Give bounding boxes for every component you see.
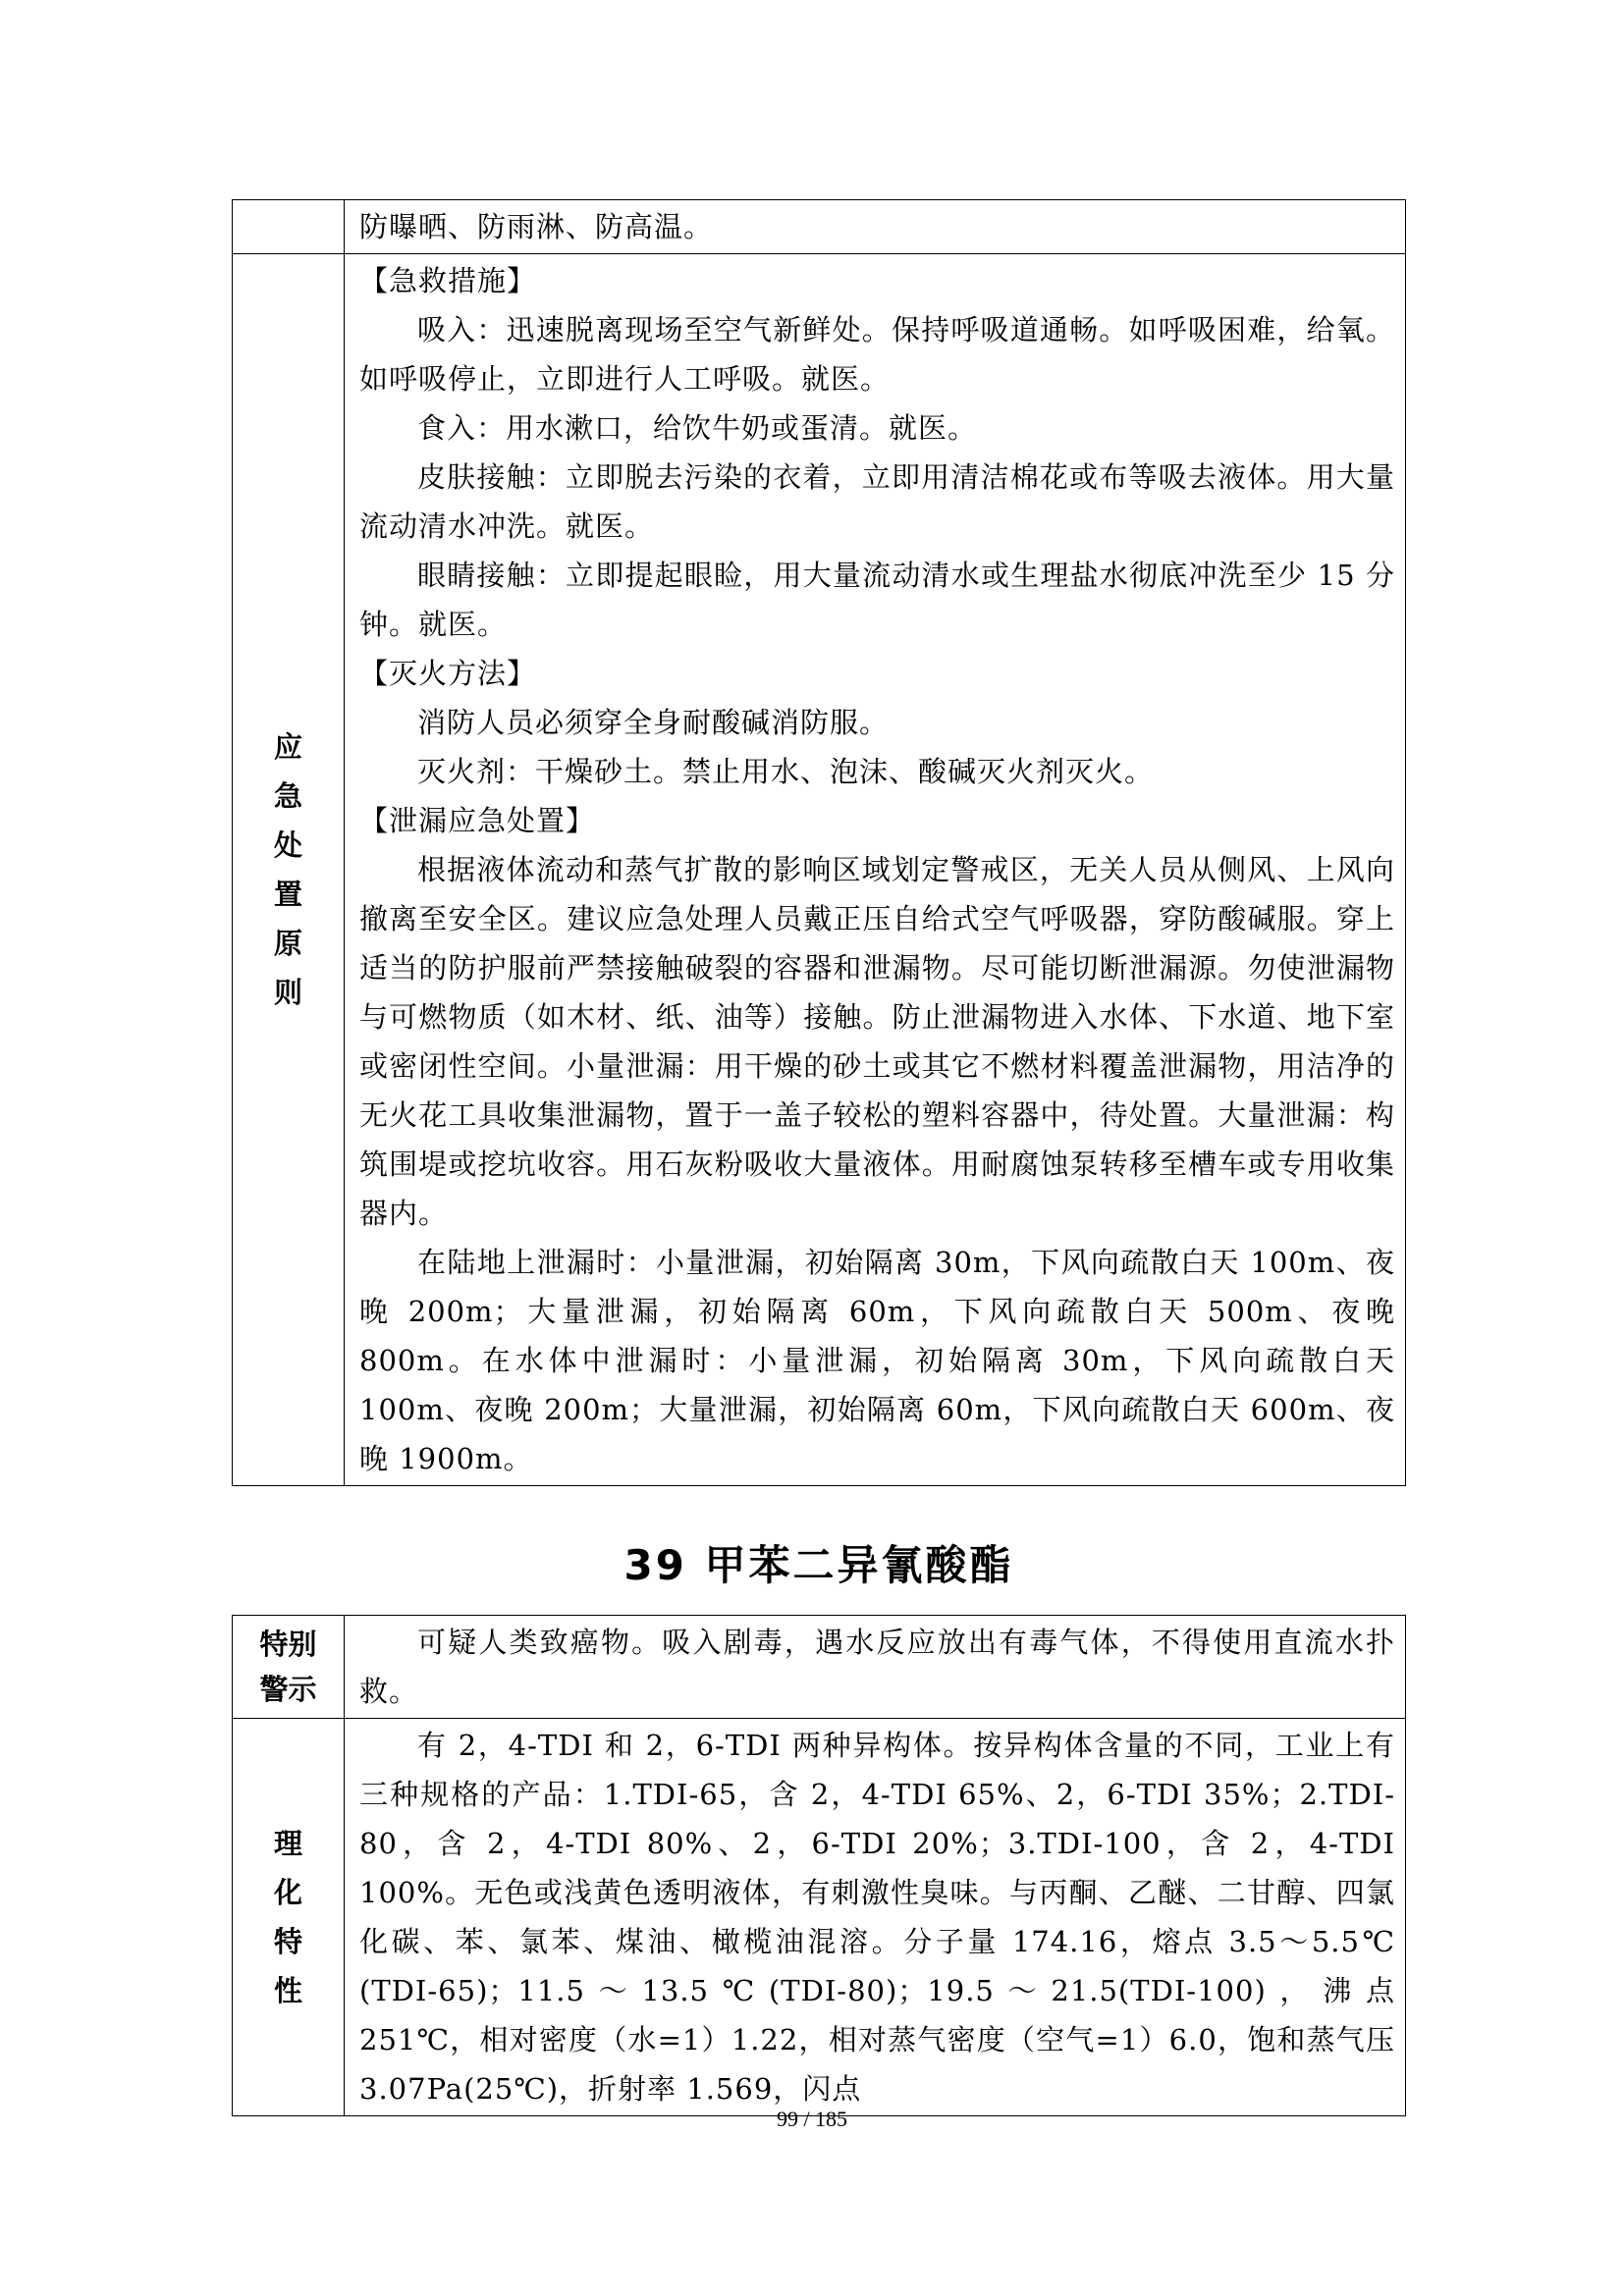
label-char: 特 bbox=[273, 1925, 302, 1958]
first-aid-ingestion: 食入：用水漱口，给饮牛奶或蛋清。就医。 bbox=[417, 411, 978, 445]
page-number: 99 / 185 bbox=[776, 2107, 848, 2131]
emergency-row bbox=[233, 254, 1406, 1486]
properties-content-cell bbox=[345, 1719, 1406, 2116]
warning-label-line: 特别 bbox=[259, 1628, 317, 1661]
fire-agent: 灭火剂：干燥砂土。禁止用水、泡沫、酸碱灭火剂灭火。 bbox=[417, 755, 1155, 788]
label-char: 原 bbox=[273, 927, 302, 960]
leak-heading: 【泄漏应急处置】 bbox=[359, 804, 596, 837]
first-aid-inhalation: 吸入：迅速脱离现场至空气新鲜处。保持呼吸道通畅。如呼吸困难，给氧。如呼吸停止，立即进行人工呼吸。就医。 bbox=[359, 313, 1395, 396]
label-char: 性 bbox=[273, 1974, 302, 2007]
warning-content-cell bbox=[345, 1616, 1406, 1719]
properties-table bbox=[232, 1615, 1406, 2116]
warning-label-cell bbox=[233, 1616, 345, 1719]
emergency-table bbox=[232, 199, 1406, 1486]
label-char: 理 bbox=[273, 1827, 302, 1860]
warning-text: 可疑人类致癌物。吸入剧毒，遇水反应放出有毒气体，不得使用直流水扑救。 bbox=[359, 1626, 1395, 1708]
emergency-label bbox=[233, 722, 344, 1017]
label-char: 应 bbox=[273, 730, 302, 764]
storage-label-cell bbox=[233, 200, 345, 254]
emergency-label-cell bbox=[233, 254, 345, 1486]
properties-row bbox=[233, 1719, 1406, 2116]
label-char: 急 bbox=[273, 779, 302, 813]
first-aid-skin: 皮肤接触：立即脱去污染的衣着，立即用清洁棉花或布等吸去液体。用大量流动清水冲洗。就医。 bbox=[359, 460, 1395, 543]
first-aid-heading: 【急救措施】 bbox=[359, 264, 537, 297]
label-char: 化 bbox=[273, 1876, 302, 1909]
storage-row bbox=[233, 200, 1406, 254]
fire-firefighters: 消防人员必须穿全身耐酸碱消防服。 bbox=[417, 706, 890, 739]
label-char: 置 bbox=[273, 878, 302, 911]
storage-text: 防曝晒、防雨淋、防高温。 bbox=[359, 210, 714, 243]
warning-label bbox=[233, 1622, 344, 1712]
leak-procedure: 根据液体流动和蒸气扩散的影响区域划定警戒区，无关人员从侧风、上风向撤离至安全区。建议应急处理人员戴正压自给式空气呼吸器，穿防酸碱服。穿上适当的防护服前严禁接触破裂的容器和泄漏物。尽可能切断泄漏源。勿使泄漏物与可燃物质（如木材、纸、油等）接触。防止泄漏物进入水体、下水道、地下室或密闭性空间。小量泄漏：用干燥的砂土或其它不燃材料覆盖泄漏物，用洁净的无火花工具收集泄漏物，置于一盖子较松的塑料容器中，待处置。大量泄漏：构筑围堤或挖坑收容。用石灰粉吸收大量液体。用耐腐蚀泵转移至槽车或专用收集器内。 bbox=[359, 853, 1395, 1230]
properties-label-cell bbox=[233, 1719, 345, 2116]
emergency-content-cell bbox=[345, 254, 1406, 1486]
properties-label bbox=[233, 1819, 344, 2015]
fire-heading: 【灭火方法】 bbox=[359, 657, 537, 690]
properties-text: 有 2，4-TDI 和 2，6-TDI 两种异构体。按异构体含量的不同，工业上有三种规格的产品：1.TDI-65，含 2，4-TDI 65%、2，6-TDI 35%；2.TDI-80，含 2，4-TDI 80%、2，6-TDI 20%；3.TDI-100，含 2，4-TDI 100%。无色或浅黄色透明液体，有刺激性臭味。与丙酮、乙醚、二甘醇、四氯化碳、苯、氯苯、煤油、橄榄油混溶。分子量 174.16，熔点 3.5～5.5℃(TDI-65)；11.5～13.5℃(TDI-80)；19.5～21.5(TDI-100)，沸点 251℃，相对密度（水=1）1.22，相对蒸气密度（空气=1）6.0，饱和蒸气压 3.07Pa(25℃)，折射率 1.569，闪点 bbox=[359, 1729, 1395, 2106]
leak-isolation: 在陆地上泄漏时：小量泄漏，初始隔离 30m，下风向疏散白天 100m、夜晚 200m；大量泄漏，初始隔离 60m，下风向疏散白天 500m、夜晚 800m。在水体中泄漏时：小量泄漏，初始隔离 30m，下风向疏散白天 100m、夜晚 200m；大量泄漏，初始隔离 60m，下风向疏散白天 600m、夜晚 1900m。 bbox=[359, 1246, 1395, 1475]
section-title: 39 甲苯二异氰酸酯 bbox=[623, 1541, 1014, 1589]
warning-label-line: 警示 bbox=[259, 1673, 317, 1706]
storage-content-cell bbox=[345, 200, 1406, 254]
warning-row bbox=[233, 1616, 1406, 1719]
first-aid-eye: 眼睛接触：立即提起眼睑，用大量流动清水或生理盐水彻底冲洗至少 15 分钟。就医。 bbox=[359, 559, 1395, 641]
label-char: 处 bbox=[273, 828, 302, 862]
label-char: 则 bbox=[273, 976, 302, 1009]
